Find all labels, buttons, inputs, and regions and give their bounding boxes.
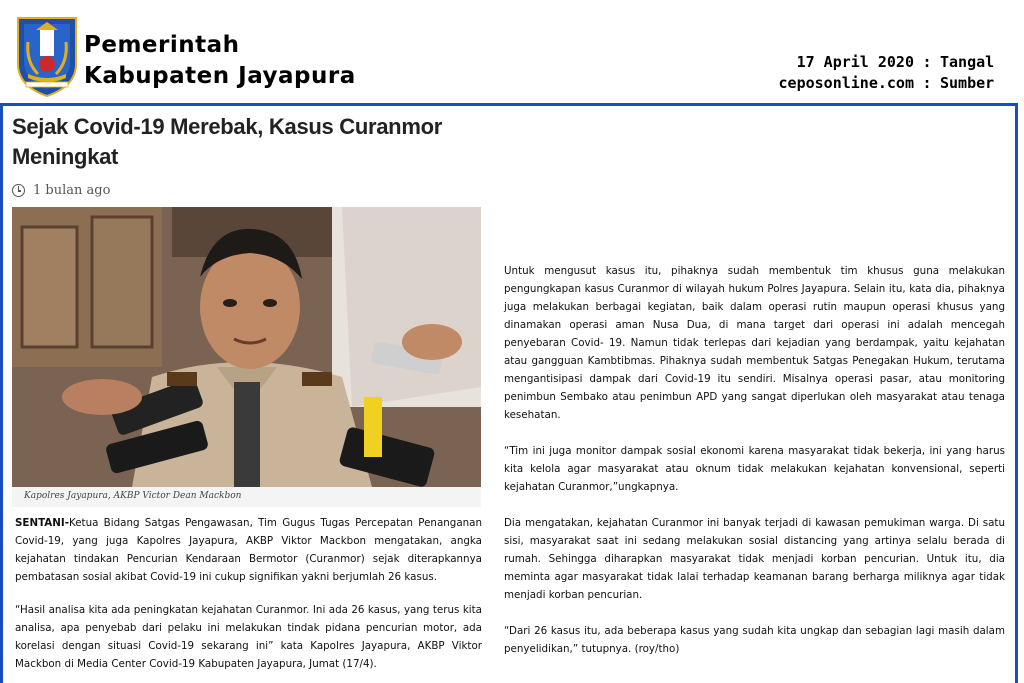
- date-separator: :: [922, 53, 932, 71]
- date-row: [779, 52, 1002, 73]
- photo-caption-box: [12, 487, 481, 507]
- article-paragraph-1-text: Ketua Bidang Satgas Pengawasan, Tim Gugus Tugas Percepatan Penanganan Covid-19, yang juga Kapolres Jayapura, AKBP Viktor Mackbon mengatakan, angka kejahatan tindakan Pencurian Kendaraan Bermotor (Curanmor) sejak diterapkannya pembatasan sosial akibat Covid-19 ini cukup signifikan yakni berjumlah 26 kasus.: [15, 517, 482, 583]
- article-paragraph-6: “Dari 26 kasus itu, ada beberapa kasus yang sudah kita ungkap dan sebagian lagi masih dalam penyelidikan,” tutupnya. (roy/tho): [504, 625, 1005, 655]
- time-ago: 1 bulan ago: [33, 182, 111, 198]
- date-label: Tangal: [940, 53, 995, 71]
- source-row: [779, 73, 1002, 94]
- page-header: [0, 0, 1024, 103]
- government-title: [84, 30, 356, 92]
- article-photo: [12, 207, 481, 487]
- article-paragraph-3: Untuk mengusut kasus itu, pihaknya sudah membentuk tim khusus guna melakukan pengungkapan kasus Curanmor di wilayah hukum Polres Jayapura. Selain itu, kata dia, pihaknya juga melakukan berbagai kegiatan, baik dalam operasi rutin maupun operasi khusus yang dinamakan operasi aman Nusa Dua, di mana target dari operasi ini adalah mencegah penyebaran Covid- 19. Namun tidak terlepas dari kejadian yang berdampak, yaitu kejahatan atau gangguan Kambtibmas. Pihaknya sudah membentuk Satgas Penegakan Hukum, terutama mengantisipasi dampak dari Covid-19 itu sendiri. Misalnya operasi pasar, atau monitoring penimbun Sembako atau penimbun APD yang sangat diperlukan oleh masyarakat atau tenaga kesehatan.: [504, 265, 1005, 421]
- government-title-line2: Kabupaten Jayapura: [84, 63, 356, 89]
- dateline: SENTANI-: [15, 517, 69, 529]
- source-label: Sumber: [940, 74, 995, 92]
- jayapura-emblem-logo: [14, 12, 80, 98]
- article-paragraph-5: Dia mengatakan, kejahatan Curanmor ini banyak terjadi di kawasan pemukiman warga. Di satu sisi, masyarakat saat ini sedang melakukan sosial distancing yang artinya selalu berada di rumah. Sehingga diharapkan masyarakat tidak menjadi korban pencurian. Untuk itu, dia meminta agar masyarakat tidak lalai terhadap keamanan barang berharga miliknya agar tidak menjadi korban pencurian.: [504, 517, 1005, 601]
- article-paragraph-2: “Hasil analisa kita ada peningkatan kejahatan Curanmor. Ini ada 26 kasus, yang terus kita analisa, apa penyebab dari pelaku ini melakukan tindak pidana pencurian motor, ada korelasi dengan situasi Covid-19 sekarang ini” kata Kapolres Jayapura, AKBP Viktor Mackbon di Media Center Covid-19 Kabupaten Jayapura, Jumat (17/4).: [15, 604, 482, 670]
- article-right-column: [504, 262, 1005, 676]
- article-paragraph-4: “Tim ini juga monitor dampak sosial ekonomi karena masyarakat tidak bekerja, ini yang harus kita kelola agar masyarakat atau oknum tidak melakukan kejahatan konvensional, seperti kejahatan Curanmor,”ungkapnya.: [504, 445, 1005, 493]
- article-paragraph-1: [15, 514, 482, 586]
- photo-caption: Kapolres Jayapura, AKBP Victor Dean Mackbon: [24, 491, 242, 501]
- source-meta: [779, 52, 1002, 94]
- publish-date: 17 April 2020: [796, 53, 914, 71]
- article-header: [12, 112, 484, 200]
- government-title-line1: Pemerintah: [84, 32, 240, 58]
- article-headline: Sejak Covid-19 Merebak, Kasus Curanmor Meningkat: [12, 114, 442, 169]
- clock-icon: [12, 184, 25, 197]
- article-time: [12, 180, 484, 200]
- source-separator: :: [922, 74, 932, 92]
- source-site: ceposonline.com: [778, 74, 914, 92]
- photo-illustration: [12, 207, 481, 487]
